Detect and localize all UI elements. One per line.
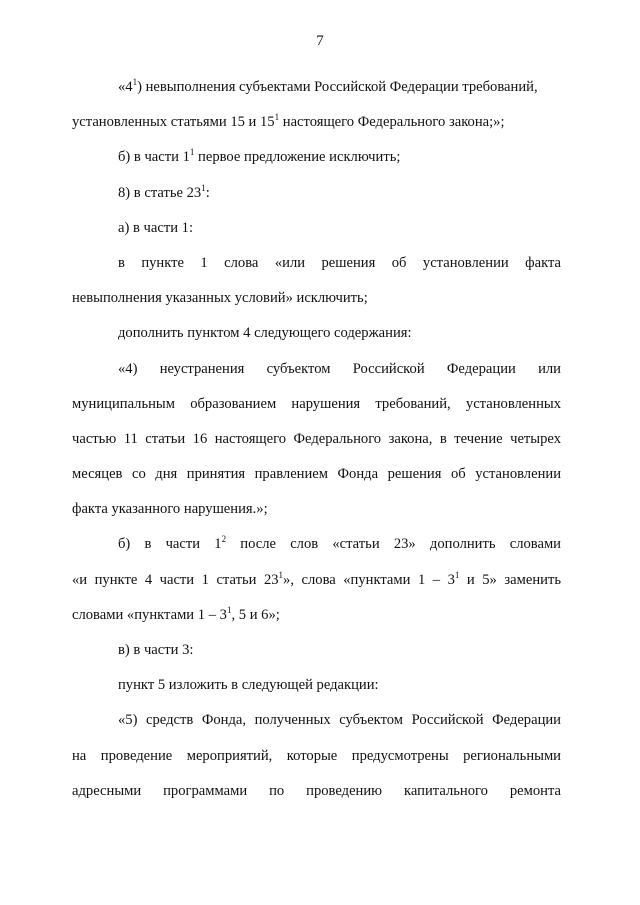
text-line: а) в части 1: (118, 219, 194, 236)
text-line: месяцев со дня принятия правлением Фонда решения об установлении (72, 466, 561, 483)
text-line: «и пункте 4 части 1 статьи $23^1$», слова «пунктами $1 - 3^1$ и 5» заменить (72, 569, 561, 588)
page-number: 7 (316, 33, 324, 49)
text-line: «$4^1$) невыполнения субъектами Российской Федерации требований, (118, 77, 538, 95)
text-line: на проведение мероприятий, которые предусмотрены региональными (72, 747, 561, 764)
text-line: в пункте 1 слова «или решения об установлении факта (118, 254, 561, 271)
text-line: в) в части 3: (118, 642, 194, 658)
text-line: пункт 5 изложить в следующей редакции: (118, 677, 379, 694)
document-body (72, 70, 561, 809)
text-line: частью 11 статьи 16 настоящего Федерального закона, в течение четырех (72, 430, 561, 447)
text-line: «5) средств Фонда, полученных субъектом Российской Федерации (118, 712, 561, 729)
text-line: невыполнения указанных условий» исключить; (72, 290, 368, 307)
text-line: «4) неустранения субъектом Российской Федерации или (118, 360, 561, 377)
text-line: словами «пунктами $1 - 3^1$, 5 и 6»; (72, 604, 280, 623)
text-line: б) в части $1^1$ первое предложение исключить; (118, 147, 401, 166)
text-line: факта указанного нарушения.»; (72, 501, 268, 518)
text-line: установленных статьями 15 и $15^1$ настоящего Федерального закона;»; (72, 112, 505, 131)
text-line: дополнить пунктом 4 следующего содержания: (118, 325, 412, 342)
text-line: адресными программами по проведению капитального ремонта (72, 782, 561, 799)
text-line: муниципальным образованием нарушения требований, установленных (72, 395, 561, 412)
text-line: б) в части $1^2$ после слов «статьи 23» дополнить словами (118, 534, 561, 553)
text-line: 8) в статье $23^1$: (118, 182, 210, 201)
